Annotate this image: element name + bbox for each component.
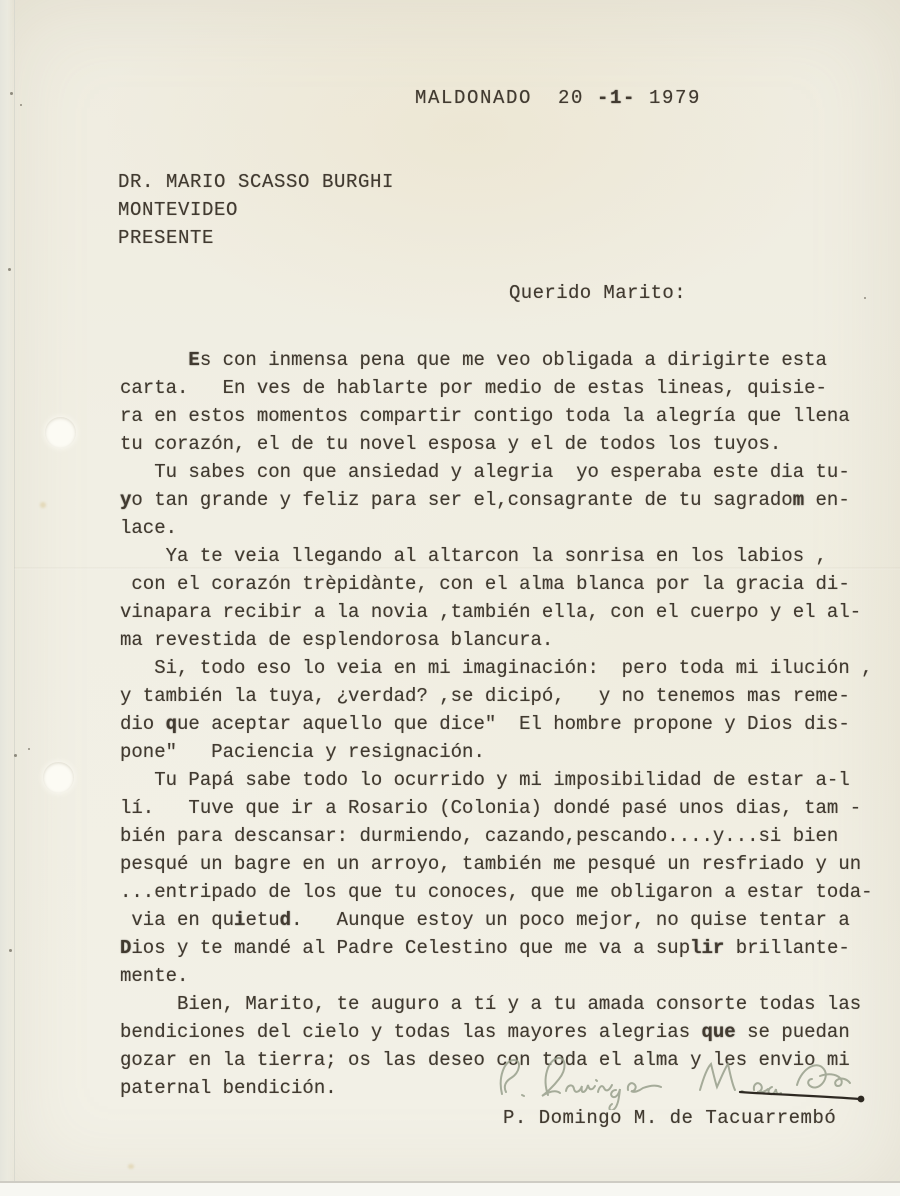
body-line: ra en estos momentos compartir contigo toda la alegría que llena bbox=[120, 405, 850, 427]
recipient-block bbox=[118, 168, 394, 252]
body-line: ...entripado de los que tu conoces, que me obligaron a estar toda- bbox=[120, 881, 873, 903]
salutation: Querido Marito: bbox=[509, 282, 687, 304]
ink-speck bbox=[864, 297, 866, 299]
body-line: via en quietud. Aunque estoy un poco mejor, no quise tentar a bbox=[120, 909, 850, 931]
ink-speck bbox=[9, 949, 12, 952]
typed-signature: P. Domingo M. de Tacuarrembó bbox=[503, 1107, 837, 1129]
body-line: gozar en la tierra; os las deseo con toda el alma y les envio mi bbox=[120, 1049, 850, 1071]
signature-pen-stroke bbox=[740, 1092, 864, 1102]
hole-punch-bottom bbox=[43, 762, 74, 793]
handwritten-signature bbox=[492, 1050, 876, 1110]
body-line: dio que aceptar aquello que dice" El hombre propone y Dios dis- bbox=[120, 713, 850, 735]
body-line: pone" Paciencia y resignación. bbox=[120, 741, 485, 763]
paper-stain bbox=[40, 502, 46, 508]
body-line: carta. En ves de hablarte por medio de estas lineas, quisie- bbox=[120, 377, 827, 399]
body-line: Es con inmensa pena que me veo obligada a dirigirte esta bbox=[188, 349, 827, 371]
body-line: ma revestida de esplendorosa blancura. bbox=[120, 629, 554, 651]
letter-body bbox=[120, 346, 873, 1102]
body-line: vinapara recibir a la novia ,también ella, con el cuerpo y el al- bbox=[120, 601, 862, 623]
recipient-present: PRESENTE bbox=[118, 227, 215, 249]
ink-speck bbox=[20, 104, 22, 106]
body-line: con el corazón trèpidànte, con el alma blanca por la gracia di- bbox=[120, 573, 850, 595]
body-line: pesqué un bagre en un arroyo, también me pesqué un resfriado y un bbox=[120, 853, 862, 875]
body-line: tu corazón, el de tu novel esposa y el de todos los tuyos. bbox=[120, 433, 782, 455]
ink-speck bbox=[10, 92, 13, 95]
body-line: yo tan grande y feliz para ser el,consagrante de tu sagradom en- bbox=[120, 489, 850, 511]
body-line: Dios y te mandé al Padre Celestino que me va a suplir brillante- bbox=[120, 937, 850, 959]
body-line: lí. Tuve que ir a Rosario (Colonia) dondé pasé unos dias, tam - bbox=[120, 797, 862, 819]
recipient-name: DR. MARIO SCASSO BURGHI bbox=[118, 171, 395, 193]
paper-left-edge bbox=[0, 0, 15, 1182]
body-line: mente. bbox=[120, 965, 189, 987]
paper-bottom-edge bbox=[0, 1181, 900, 1196]
body-line: Ya te veia llegando al altarcon la sonrisa en los labios , bbox=[120, 545, 827, 567]
body-line: lace. bbox=[120, 517, 178, 539]
ink-speck bbox=[8, 268, 11, 271]
body-line: Tu Papá sabe todo lo ocurrido y mi imposibilidad de estar a-l bbox=[120, 769, 850, 791]
signature-ink-strokes bbox=[501, 1058, 850, 1110]
body-line: Tu sabes con que ansiedad y alegria yo esperaba este dia tu- bbox=[120, 461, 850, 483]
ink-speck bbox=[14, 754, 17, 757]
body-line: paternal bendición. bbox=[120, 1077, 337, 1099]
paper-stain bbox=[128, 1164, 134, 1169]
body-line: bendiciones del cielo y todas las mayores alegrias que se puedan bbox=[120, 1021, 850, 1043]
body-line: Bien, Marito, te auguro a tí y a tu amada consorte todas las bbox=[120, 993, 862, 1015]
recipient-city: MONTEVIDEO bbox=[118, 199, 239, 221]
ink-speck bbox=[28, 748, 30, 750]
body-line: bién para descansar: durmiendo, cazando,pescando....y...si bien bbox=[120, 825, 839, 847]
body-line: y también la tuya, ¿verdad? ,se dicipó, y no tenemos mas reme- bbox=[120, 685, 850, 707]
body-line: Si, todo eso lo veia en mi imaginación: pero toda mi ilución , bbox=[120, 657, 873, 679]
date-line: MALDONADO 20 -1- 1979 bbox=[415, 87, 702, 109]
hole-punch-top bbox=[45, 417, 76, 448]
